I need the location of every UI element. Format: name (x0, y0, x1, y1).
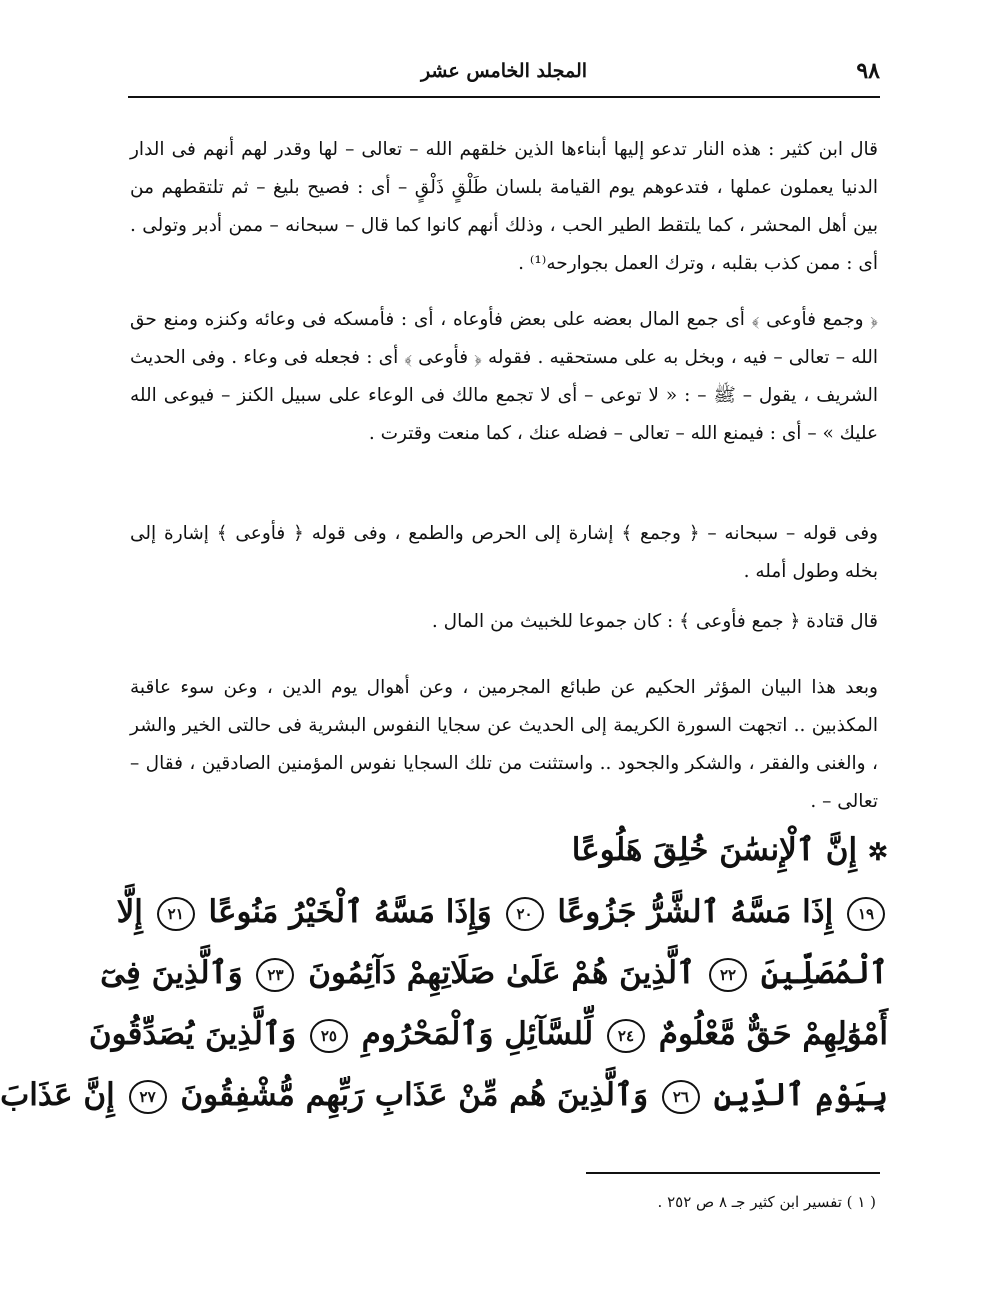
footnote: ( ١ ) تفسير ابن كثير جـ ٨ ص ٢٥٢ . (657, 1193, 876, 1211)
verse-line-4 (88, 1004, 888, 1065)
running-title: المجلد الخامس عشر (420, 60, 588, 82)
verse-text: أَمْوَٰلِهِمْ حَقٌّ مَّعْلُومٌ (658, 1016, 888, 1052)
paragraph-jama-faaw-aa: ﴿ وجمع فأوعى ﴾ أى جمع المال بعضه على بعض فأوعاه ، أى : فأمسكه فى وعائه وكنزه ومنع حق الله – تعالى – فيه ، وبخل به على مستحقيه . فقوله ﴿ فأوعى ﴾ أى : فجعله فى وعاء . وفى الحديث الشريف ، يقول – ﷺ – : « لا توعى – أى لا تجمع مالك فى الوعاء على سبيل الكنز – فيوعى الله عليك » – أى : فيمنع الله – تعالى – فضله عنك ، كما منعت وقترت . (130, 308, 878, 444)
verse-text: ٱلَّذِينَ هُمْ عَلَىٰ صَلَاتِهِمْ دَآئِمُونَ (308, 955, 696, 991)
paragraph-greed-indication: وفى قوله – سبحانه – ﴿ وجمع ﴾ إشارة إلى الحرص والطمع ، وفى قوله ﴿ فأوعى ﴾ إشارة إلى بخله وطول أمله . (130, 522, 878, 582)
verse-text: إِنَّ عَذَابَ (0, 1077, 115, 1113)
paragraph-ibn-kathir-quote: قال ابن كثير : هذه النار تدعو إليها أبناءها الذين خلقهم الله – تعالى – لها وقدر لهم أنهم فى الدار الدنيا يعملون عملها ، فتدعوهم يوم القيامة بلسان طَلْقٍ ذَلْقٍ – أى : فصيح بليغ – ثم تلتقطهم من بين أهل المحشر ، كما يلتقط الطير الحب ، وذلك أنهم كانوا كما قال – سبحانه – ممن أدبر وتولى . أى : ممن كذب بقلبه ، وترك العمل بجوارحه⁽¹⁾ . (130, 138, 878, 274)
page-number: ٩٨ (856, 58, 880, 84)
page-header (128, 58, 880, 92)
verse-text: لِّلسَّآئِلِ وَٱلْمَحْرُومِ (361, 1016, 594, 1052)
ayah-number-marker: ٢٣ (256, 958, 294, 992)
verse-text: وَٱلَّذِينَ فِىٓ (100, 955, 243, 991)
verse-text: إِنَّ ٱلْإِنسَٰنَ خُلِقَ هَلُوعًا (571, 832, 858, 868)
ayah-number-marker: ٢٠ (506, 897, 544, 931)
paragraph-transition: وبعد هذا البيان المؤثر الحكيم عن طبائع المجرمين ، وعن أهوال يوم الدين ، وعن سوء عاقبة المكذبين .. اتجهت السورة الكريمة إلى الحديث عن سجايا النفوس البشرية فى حالتى الخير والشر ، والغنى والفقر ، والشكر والجحود .. واستثنت من تلك السجايا نفوس المؤمنين الصادقين ، فقال – تعالى – . (130, 676, 878, 812)
header-rule (128, 96, 880, 98)
ayah-number-marker: ٢١ (157, 897, 195, 931)
verse-text: وَٱلَّذِينَ هُم مِّنْ عَذَابِ رَبِّهِم مُّشْفِقُونَ (180, 1077, 649, 1113)
ayah-number-marker: ٢٢ (709, 958, 747, 992)
verse-line-1 (208, 820, 888, 882)
ayah-number-marker: ٢٥ (310, 1019, 348, 1053)
verse-text: بِيَوْمِ ٱلدِّينِ (713, 1077, 888, 1113)
paragraph-qatada-quote: قال قتادة ﴿ جمع فأوعى ﴾ : كان جموعا للخبيث من المال . (431, 610, 878, 632)
ayah-number-marker: ٢٦ (662, 1080, 700, 1114)
verse-text: وَإِذَا مَسَّهُ ٱلْخَيْرُ مَنُوعًا (208, 894, 492, 930)
verse-line-2 (116, 882, 888, 943)
ayah-number-marker: ١٩ (847, 897, 885, 931)
verse-text: ٱلْمُصَلِّينَ (760, 955, 888, 991)
quran-verses-block (0, 820, 888, 1126)
verse-text: إِذَا مَسَّهُ ٱلشَّرُّ جَزُوعًا (557, 894, 834, 930)
verse-line-5 (0, 1065, 888, 1126)
verse-text: إِلَّا (116, 894, 143, 930)
footnote-rule (586, 1172, 880, 1174)
verse-line-3 (100, 943, 888, 1004)
verse-start-ornament-icon: ✲ (867, 837, 888, 866)
verse-text: وَٱلَّذِينَ يُصَدِّقُونَ (88, 1016, 297, 1052)
ayah-number-marker: ٢٤ (607, 1019, 645, 1053)
ayah-number-marker: ٢٧ (129, 1080, 167, 1114)
